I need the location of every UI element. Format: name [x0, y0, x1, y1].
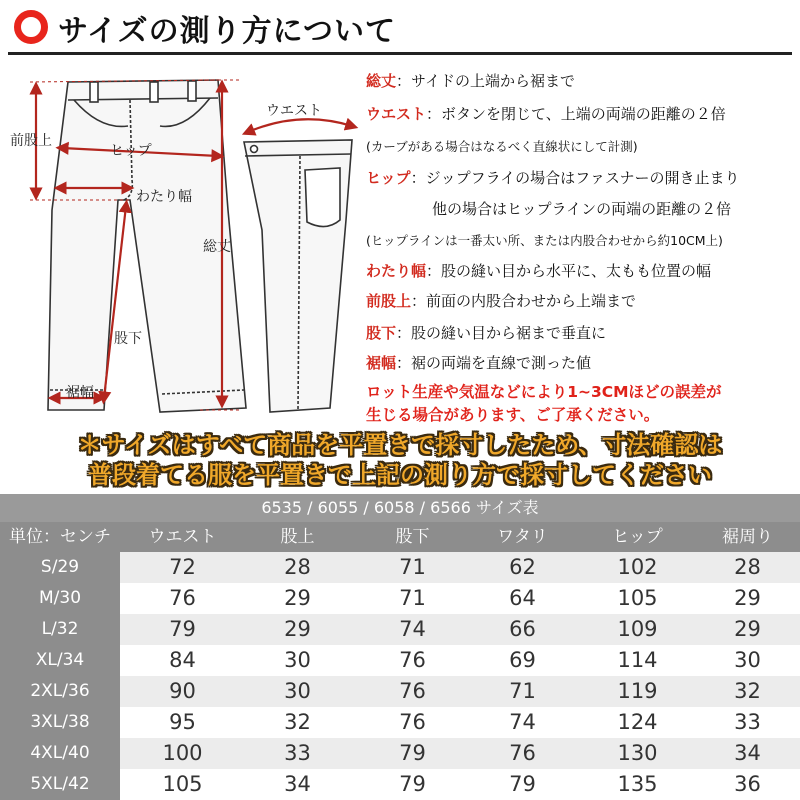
table-cell: 105 [162, 772, 203, 796]
table-cell: 71 [399, 555, 426, 579]
table-cell: 76 [399, 679, 426, 703]
table-cell: 79 [399, 741, 426, 765]
column-header-hip: ヒップ [612, 527, 663, 547]
table-cell: 130 [617, 741, 658, 765]
note-total-length: 総丈：サイドの上端から裾まで [366, 72, 575, 90]
page-header [0, 0, 800, 60]
note-inseam: 股下：股の縫い目から裾まで垂直に [366, 324, 607, 342]
table-cell: 100 [162, 741, 203, 765]
column-header-rise: 股上 [280, 527, 315, 547]
table-cell: 114 [617, 648, 658, 672]
note-hip: ヒップ：ジップフライの場合はファスナーの開き止まり [366, 169, 740, 187]
table-cell: 105 [617, 586, 658, 610]
table-cell: 64 [509, 586, 536, 610]
table-row [0, 583, 800, 614]
table-cell: 34 [734, 741, 761, 765]
table-cell: 71 [399, 586, 426, 610]
table-cell: 74 [509, 710, 536, 734]
table-cell: 28 [284, 555, 311, 579]
warning-line-1: ロット生産や気温などにより1~3CMほどの誤差が [366, 383, 722, 401]
table-cell: 76 [169, 586, 196, 610]
page-title: サイズの測り方について [58, 14, 396, 49]
column-header-inseam: 股下 [395, 527, 430, 547]
table-cell: 102 [617, 555, 658, 579]
column-header-unit: 単位：センチ [9, 527, 111, 547]
table-row [0, 614, 800, 645]
table-cell: 74 [399, 617, 426, 641]
table-body [0, 552, 800, 800]
column-header-hem: 裾周り [722, 527, 773, 547]
table-row [0, 552, 800, 583]
red-ring-icon [14, 10, 48, 44]
table-cell: 33 [734, 710, 761, 734]
table-cell: 76 [399, 648, 426, 672]
hem-label: 裾幅 [66, 385, 94, 401]
row-size-label: 5XL/42 [0, 769, 120, 800]
table-cell: 135 [617, 772, 658, 796]
table-cell: 79 [399, 772, 426, 796]
banner-line-1: ＊サイズはすべて商品を平置きで採寸したため、寸法確認は [77, 431, 723, 459]
waist-label: ウエスト [266, 103, 322, 119]
note-waist: ウエスト：ボタンを閉じて、上端の両端の距離の２倍 [366, 105, 726, 123]
table-row [0, 707, 800, 738]
table-cell: 79 [169, 617, 196, 641]
table-cell: 33 [284, 741, 311, 765]
table-cell: 124 [617, 710, 658, 734]
table-cell: 69 [509, 648, 536, 672]
front-rise-label: 前股上 [10, 133, 52, 149]
column-header-waist: ウエスト [148, 527, 217, 547]
table-cell: 32 [284, 710, 311, 734]
table-header-row [0, 522, 800, 552]
table-cell: 29 [284, 617, 311, 641]
hip-label: ヒップ [110, 143, 152, 159]
note-hip-other: 他の場合はヒップラインの両端の距離の２倍 [432, 200, 732, 218]
note-waist-detail: (カーブがある場合はなるべく直線状にして計測) [366, 139, 638, 154]
table-cell: 62 [509, 555, 536, 579]
total-length-label: 総丈 [203, 239, 231, 255]
note-front-rise: 前股上：前面の内股合わせから上端まで [366, 292, 637, 310]
row-size-label: 4XL/40 [0, 738, 120, 769]
table-cell: 36 [734, 772, 761, 796]
note-thigh: わたり幅：股の縫い目から水平に、太もも位置の幅 [366, 262, 712, 280]
waist-arrow [248, 119, 352, 132]
table-cell: 76 [509, 741, 536, 765]
warning-line-2: 生じる場合があります、ご了承ください。 [366, 406, 660, 424]
table-cell: 119 [617, 679, 658, 703]
column-header-thigh: ワタリ [497, 527, 548, 547]
measurement-notice-banner [0, 430, 800, 492]
table-caption: 6535 / 6055 / 6058 / 6566 サイズ表 [0, 494, 800, 522]
table-row [0, 676, 800, 707]
table-cell: 76 [399, 710, 426, 734]
table-cell: 71 [509, 679, 536, 703]
measurement-diagram [0, 60, 360, 430]
header-divider [8, 52, 792, 55]
table-cell: 30 [734, 648, 761, 672]
row-size-label: M/30 [0, 583, 120, 614]
table-cell: 32 [734, 679, 761, 703]
banner-line-2: 普段着てる服を平置きで上記の測り方で採寸してください [88, 461, 712, 489]
row-size-label: 3XL/38 [0, 707, 120, 738]
table-row [0, 769, 800, 800]
table-cell: 72 [169, 555, 196, 579]
table-cell: 95 [169, 710, 196, 734]
table-cell: 28 [734, 555, 761, 579]
table-cell: 79 [509, 772, 536, 796]
table-cell: 66 [509, 617, 536, 641]
table-cell: 29 [734, 586, 761, 610]
table-cell: 29 [734, 617, 761, 641]
table-row [0, 738, 800, 769]
row-size-label: S/29 [0, 552, 120, 583]
note-hip-detail: (ヒップラインは一番太い所、または内股合わせから約10CM上) [366, 233, 723, 248]
side-pants-outline [244, 140, 352, 412]
table-cell: 90 [169, 679, 196, 703]
table-cell: 84 [169, 648, 196, 672]
row-size-label: L/32 [0, 614, 120, 645]
row-size-label: XL/34 [0, 645, 120, 676]
table-cell: 109 [617, 617, 658, 641]
inseam-label: 股下 [114, 331, 142, 347]
table-cell: 34 [284, 772, 311, 796]
table-row [0, 645, 800, 676]
note-hem: 裾幅：裾の両端を直線で測った値 [366, 354, 592, 372]
table-cell: 30 [284, 648, 311, 672]
table-cell: 29 [284, 586, 311, 610]
thigh-label: わたり幅 [136, 189, 192, 205]
size-table [0, 494, 800, 800]
row-size-label: 2XL/36 [0, 676, 120, 707]
table-cell: 30 [284, 679, 311, 703]
